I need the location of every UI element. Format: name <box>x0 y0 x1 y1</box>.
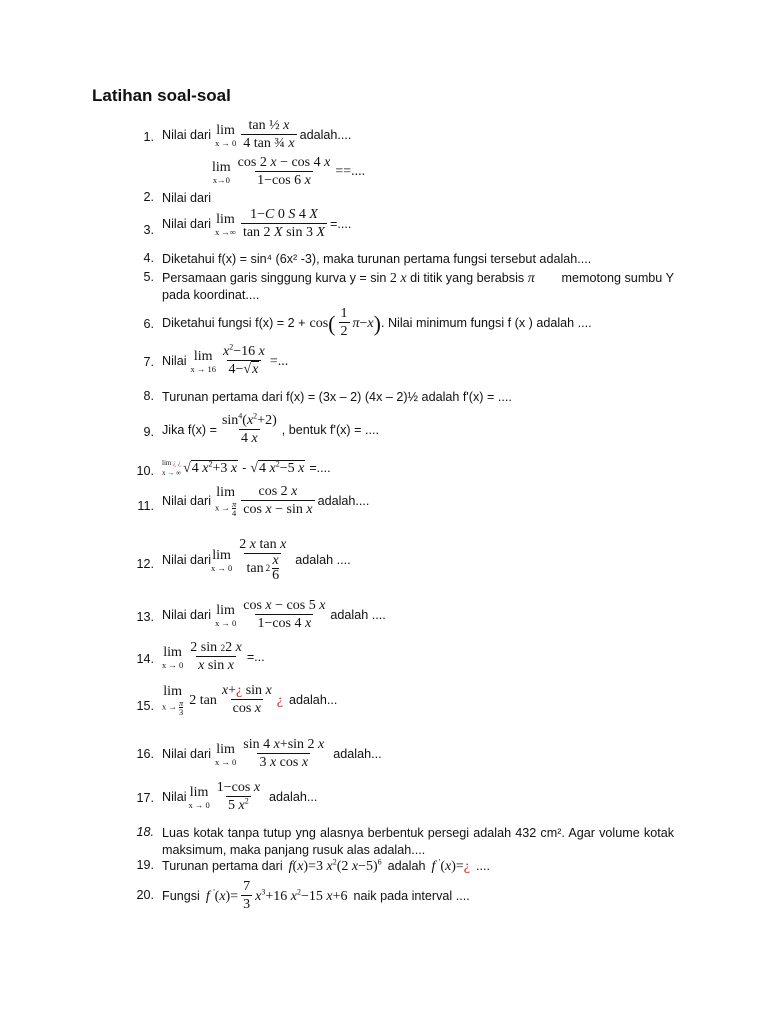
problem-suffix: adalah .... <box>295 552 351 567</box>
problem-number: 4. <box>143 251 154 265</box>
problem-text: Nilai dari <box>162 127 211 142</box>
problem-suffix: =... <box>246 649 265 664</box>
problem-suffix: .... <box>476 859 490 873</box>
problem-number: 11. <box>137 499 154 513</box>
problem-number: 5. <box>143 270 154 284</box>
problem-text: - <box>242 460 247 475</box>
problem-suffix: =.... <box>343 164 366 179</box>
problem-text: Fungsi <box>162 888 200 903</box>
problem-number: 15. <box>136 699 154 713</box>
problem-text: Nilai dari <box>162 191 211 205</box>
problem-number: 20. <box>136 888 154 902</box>
problem-text: Turunan pertama dari f(x) = (3x – 2) (4x – 2)½ adalah f'(x) = .... <box>162 390 512 404</box>
problem-suffix: adalah... <box>269 789 318 804</box>
problem-text: Turunan pertama dari <box>162 859 283 873</box>
problem-number: 1. <box>143 130 154 144</box>
problem-text: Diketahui fungsi f(x) = 2 + <box>162 315 306 330</box>
problem-suffix: =... <box>269 353 289 369</box>
problem-number: 7. <box>143 355 154 369</box>
problem-text: Nilai dari <box>162 493 211 508</box>
problem-number: 8. <box>143 389 154 403</box>
problem-suffix: naik pada interval .... <box>353 888 470 903</box>
problem-suffix: memotong sumbu Y <box>561 271 674 285</box>
page-title: Latihan soal-soal <box>92 86 231 105</box>
problem-text: Nilai dari <box>162 552 211 567</box>
problem-number: 13. <box>136 610 154 624</box>
problem-suffix: . Nilai minimum fungsi f (x ) adalah .... <box>380 315 592 330</box>
problem-suffix: adalah... <box>289 692 338 707</box>
problem-suffix: , bentuk f'(x) = .... <box>281 422 379 437</box>
problem-text: Diketahui f(x) = sin⁴ (6x² -3), maka turunan pertama fungsi tersebut adalah.... <box>162 252 592 266</box>
problem-text: Nilai dari <box>162 746 211 761</box>
problem-suffix: adalah.... <box>299 127 352 142</box>
problem-number: 2. <box>143 190 154 204</box>
problem-text: Nilai <box>162 353 187 368</box>
problem-number: 9. <box>143 425 154 439</box>
problem-line2: pada koordinat.... <box>162 288 260 302</box>
problem-suffix: adalah .... <box>330 607 386 622</box>
problem-number: 19. <box>136 858 154 872</box>
problem-text: Nilai <box>162 789 187 804</box>
problem-text: Jika f(x) = <box>162 422 217 437</box>
problem-suffix: adalah... <box>333 746 382 761</box>
problem-suffix: =.... <box>309 460 331 475</box>
problem-number: 16. <box>136 747 154 761</box>
problem-suffix: adalah.... <box>317 493 370 508</box>
problem-text: Luas kotak tanpa tutup yng alasnya berbentuk persegi adalah 432 cm². Agar volume kotak maksimum, maka panjang rusuk alas adalah.... <box>162 826 674 857</box>
problem-number: 17. <box>136 791 154 805</box>
problem-number: 12. <box>136 557 154 571</box>
problem-mid: adalah <box>387 859 426 873</box>
problem-text: Nilai dari <box>162 607 211 622</box>
problem-text: Nilai dari <box>162 216 211 231</box>
problem-mid: di titik yang berabsis <box>410 271 525 285</box>
problem-number: 6. <box>143 317 154 331</box>
problem-number: 14. <box>136 652 154 666</box>
problem-number: 3. <box>143 223 154 237</box>
problem-suffix: =.... <box>330 216 352 231</box>
problem-number: 18. <box>136 825 154 839</box>
problem-text: Persamaan garis singgung kurva y = sin <box>162 271 387 285</box>
problem-number: 10. <box>136 464 154 478</box>
